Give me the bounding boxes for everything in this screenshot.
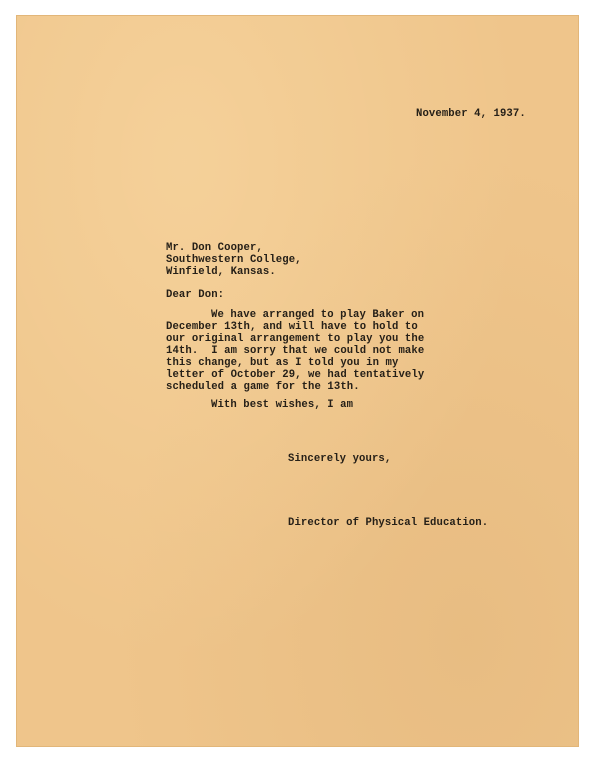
best-wishes: With best wishes, I am	[211, 399, 354, 411]
body-line: letter of October 29, we had tentatively	[166, 369, 425, 381]
body-line: our original arrangement to play you the	[166, 333, 425, 345]
body-line: December 13th, and will have to hold to	[166, 321, 418, 333]
recipient-institution: Southwestern College,	[166, 254, 302, 266]
signature-title: Director of Physical Education.	[288, 517, 489, 529]
recipient-location: Winfield, Kansas.	[166, 266, 276, 278]
letter-page	[16, 15, 579, 747]
recipient-name: Mr. Don Cooper,	[166, 242, 263, 254]
body-line: We have arranged to play Baker on	[211, 309, 425, 321]
letter-date: November 4, 1937.	[416, 108, 526, 120]
salutation: Dear Don:	[166, 289, 225, 301]
body-line: this change, but as I told you in my	[166, 357, 399, 369]
body-line: 14th. I am sorry that we could not make	[166, 345, 425, 357]
closing: Sincerely yours,	[288, 453, 392, 465]
body-line: scheduled a game for the 13th.	[166, 381, 360, 393]
